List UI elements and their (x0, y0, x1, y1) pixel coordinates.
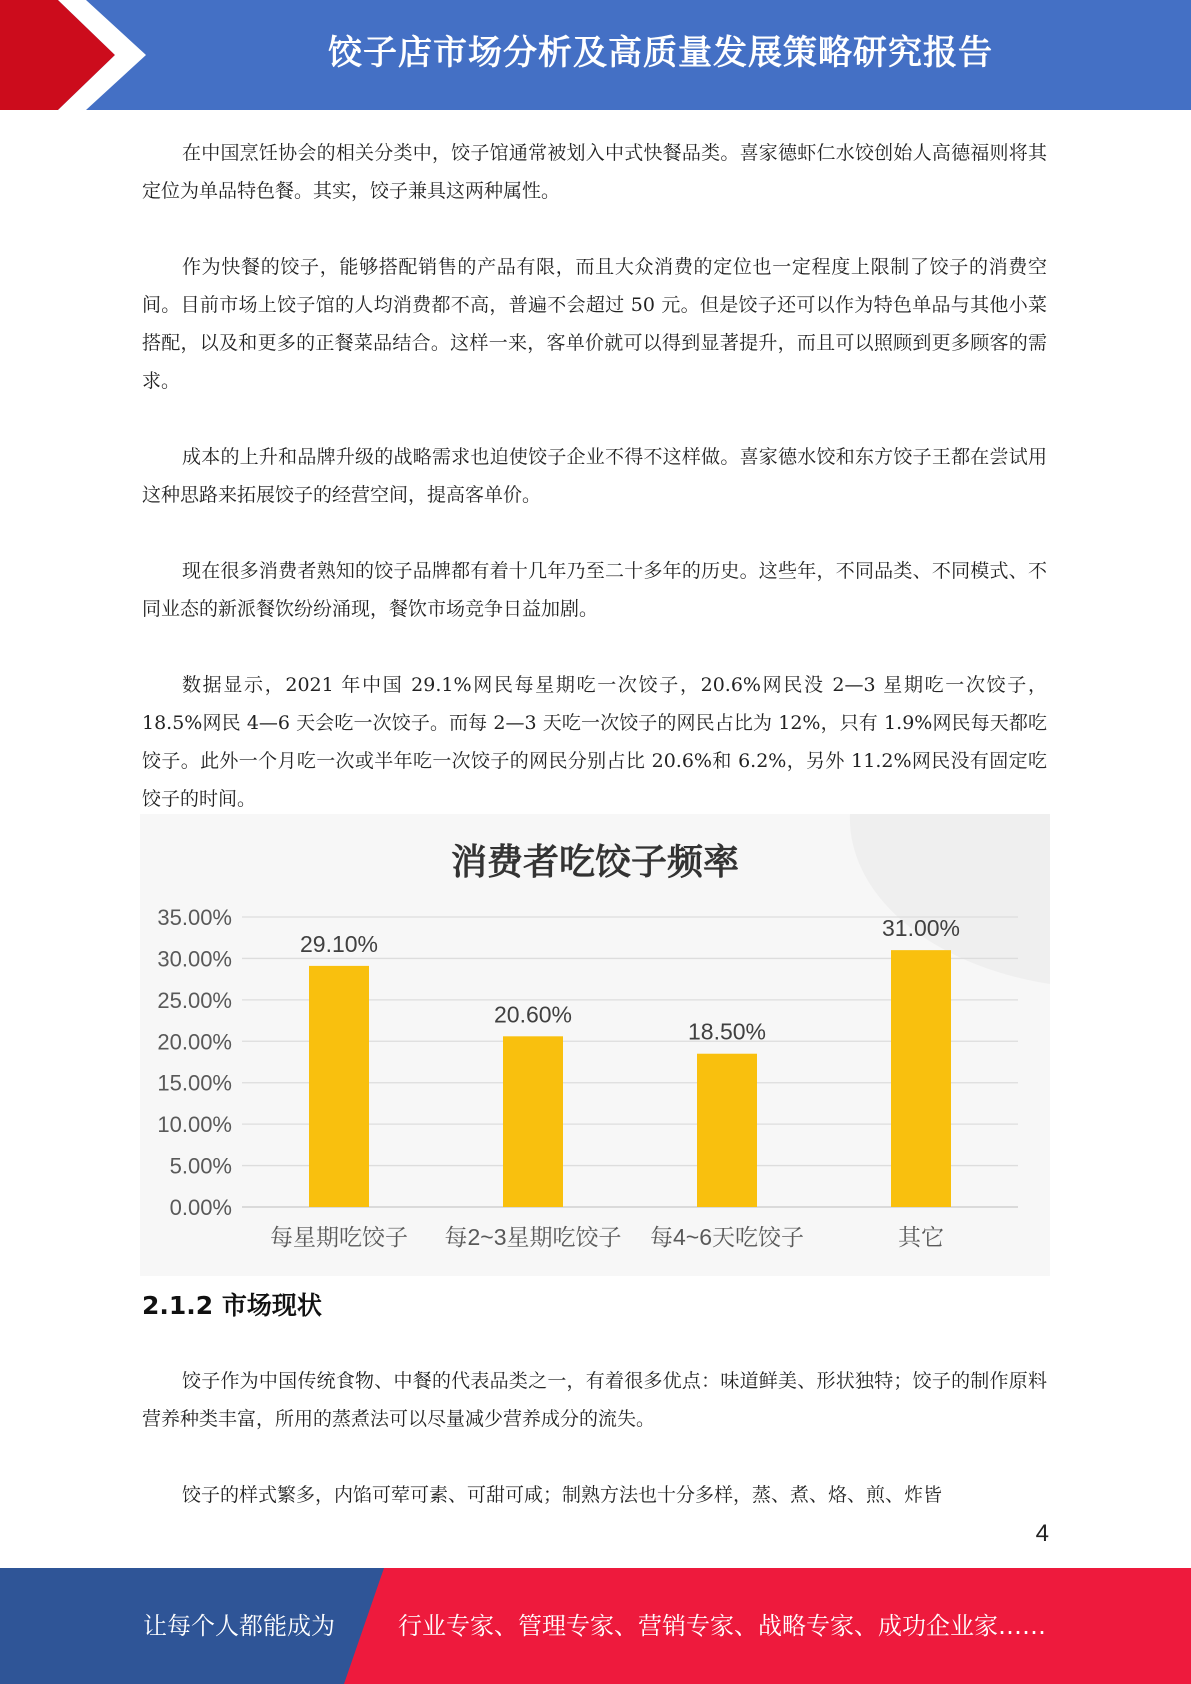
footer-slogan-left: 让每个人都能成为 (143, 1612, 335, 1640)
y-tick-label: 0.00% (169, 1195, 232, 1220)
paragraph: 饺子作为中国传统食物、中餐的代表品类之一，有着很多优点：味道鲜美、形状独特；饺子的制作原料营养种类丰富，所用的蒸煮法可以尽量减少营养成分的流失。 (142, 1370, 1047, 1430)
bar (309, 966, 369, 1207)
x-tick-label: 每星期吃饺子 (270, 1224, 408, 1250)
x-tick-label: 每2~3星期吃饺子 (444, 1224, 622, 1250)
chart-y-axis (157, 905, 232, 1220)
footer-slogan-right: 行业专家、管理专家、营销专家、战略专家、成功企业家…… (398, 1612, 1046, 1640)
paragraph: 成本的上升和品牌升级的战略需求也迫使饺子企业不得不这样做。喜家德水饺和东方饺子王都在尝试用这种思路来拓展饺子的经营空间，提高客单价。 (142, 446, 1047, 506)
data-label: 20.60% (493, 1001, 573, 1028)
paragraph: 现在很多消费者熟知的饺子品牌都有着十几年乃至二十多年的历史。这些年，不同品类、不同模式、不同业态的新派餐饮纷纷涌现，餐饮市场竞争日益加剧。 (142, 560, 1047, 620)
y-tick-label: 10.00% (157, 1112, 232, 1138)
y-tick-label: 35.00% (157, 905, 232, 930)
chart-x-axis (270, 1224, 944, 1250)
bar (697, 1054, 757, 1207)
chart-canvas (140, 814, 1050, 1276)
page-number: 4 (1035, 1520, 1049, 1547)
paragraph: 数据显示，2021 年中国 29.1%网民每星期吃一次饺子，20.6%网民没 2—3 星期吃一次饺子，18.5%网民 4—6 天会吃一次饺子。而每 2—3 天吃一次饺子的网民占比为 12%，只有 1.9%网民每天都吃饺子。此外一个月吃一次或半年吃一次饺子的网民分别占比 20.6%和 6.2%，另外 11.2%网民没有固定吃饺子的时间。 (142, 674, 1047, 810)
data-label: 29.10% (299, 930, 379, 957)
page-footer (0, 1568, 1191, 1684)
header-title: 饺子店市场分析及高质量发展策略研究报告 (328, 33, 993, 73)
paragraph: 作为快餐的饺子，能够搭配销售的产品有限，而且大众消费的定位也一定程度上限制了饺子的消费空间。目前市场上饺子馆的人均消费都不高，普遍不会超过 50 元。但是饺子还可以作为特色单品与其他小菜搭配，以及和更多的正餐菜品结合。这样一来，客单价就可以得到显著提升，而且可以照顾到更多顾客的需求。 (142, 256, 1047, 392)
y-tick-label: 25.00% (157, 987, 232, 1013)
y-tick-label: 20.00% (157, 1029, 232, 1055)
bar-chart (140, 814, 1050, 1276)
bar (891, 950, 951, 1207)
x-tick-label: 其它 (898, 1224, 944, 1250)
data-label: 31.00% (881, 915, 961, 942)
data-label: 18.50% (687, 1018, 767, 1045)
header-arrow-icon (0, 0, 170, 110)
y-tick-label: 15.00% (157, 1070, 232, 1096)
x-tick-label: 每4~6天吃饺子 (649, 1224, 805, 1250)
y-tick-label: 5.00% (169, 1153, 232, 1179)
chart-title: 消费者吃饺子频率 (450, 841, 740, 882)
section-heading: 2.1.2 市场现状 (142, 1291, 322, 1320)
bar (503, 1036, 563, 1207)
paragraph: 在中国烹饪协会的相关分类中，饺子馆通常被划入中式快餐品类。喜家德虾仁水饺创始人高德福则将其定位为单品特色餐。其实，饺子兼具这两种属性。 (142, 142, 1047, 202)
y-tick-label: 30.00% (157, 946, 232, 972)
page-header (0, 0, 1191, 110)
paragraph: 饺子的样式繁多，内馅可荤可素、可甜可咸；制熟方法也十分多样，蒸、煮、烙、煎、炸皆 (182, 1484, 943, 1506)
